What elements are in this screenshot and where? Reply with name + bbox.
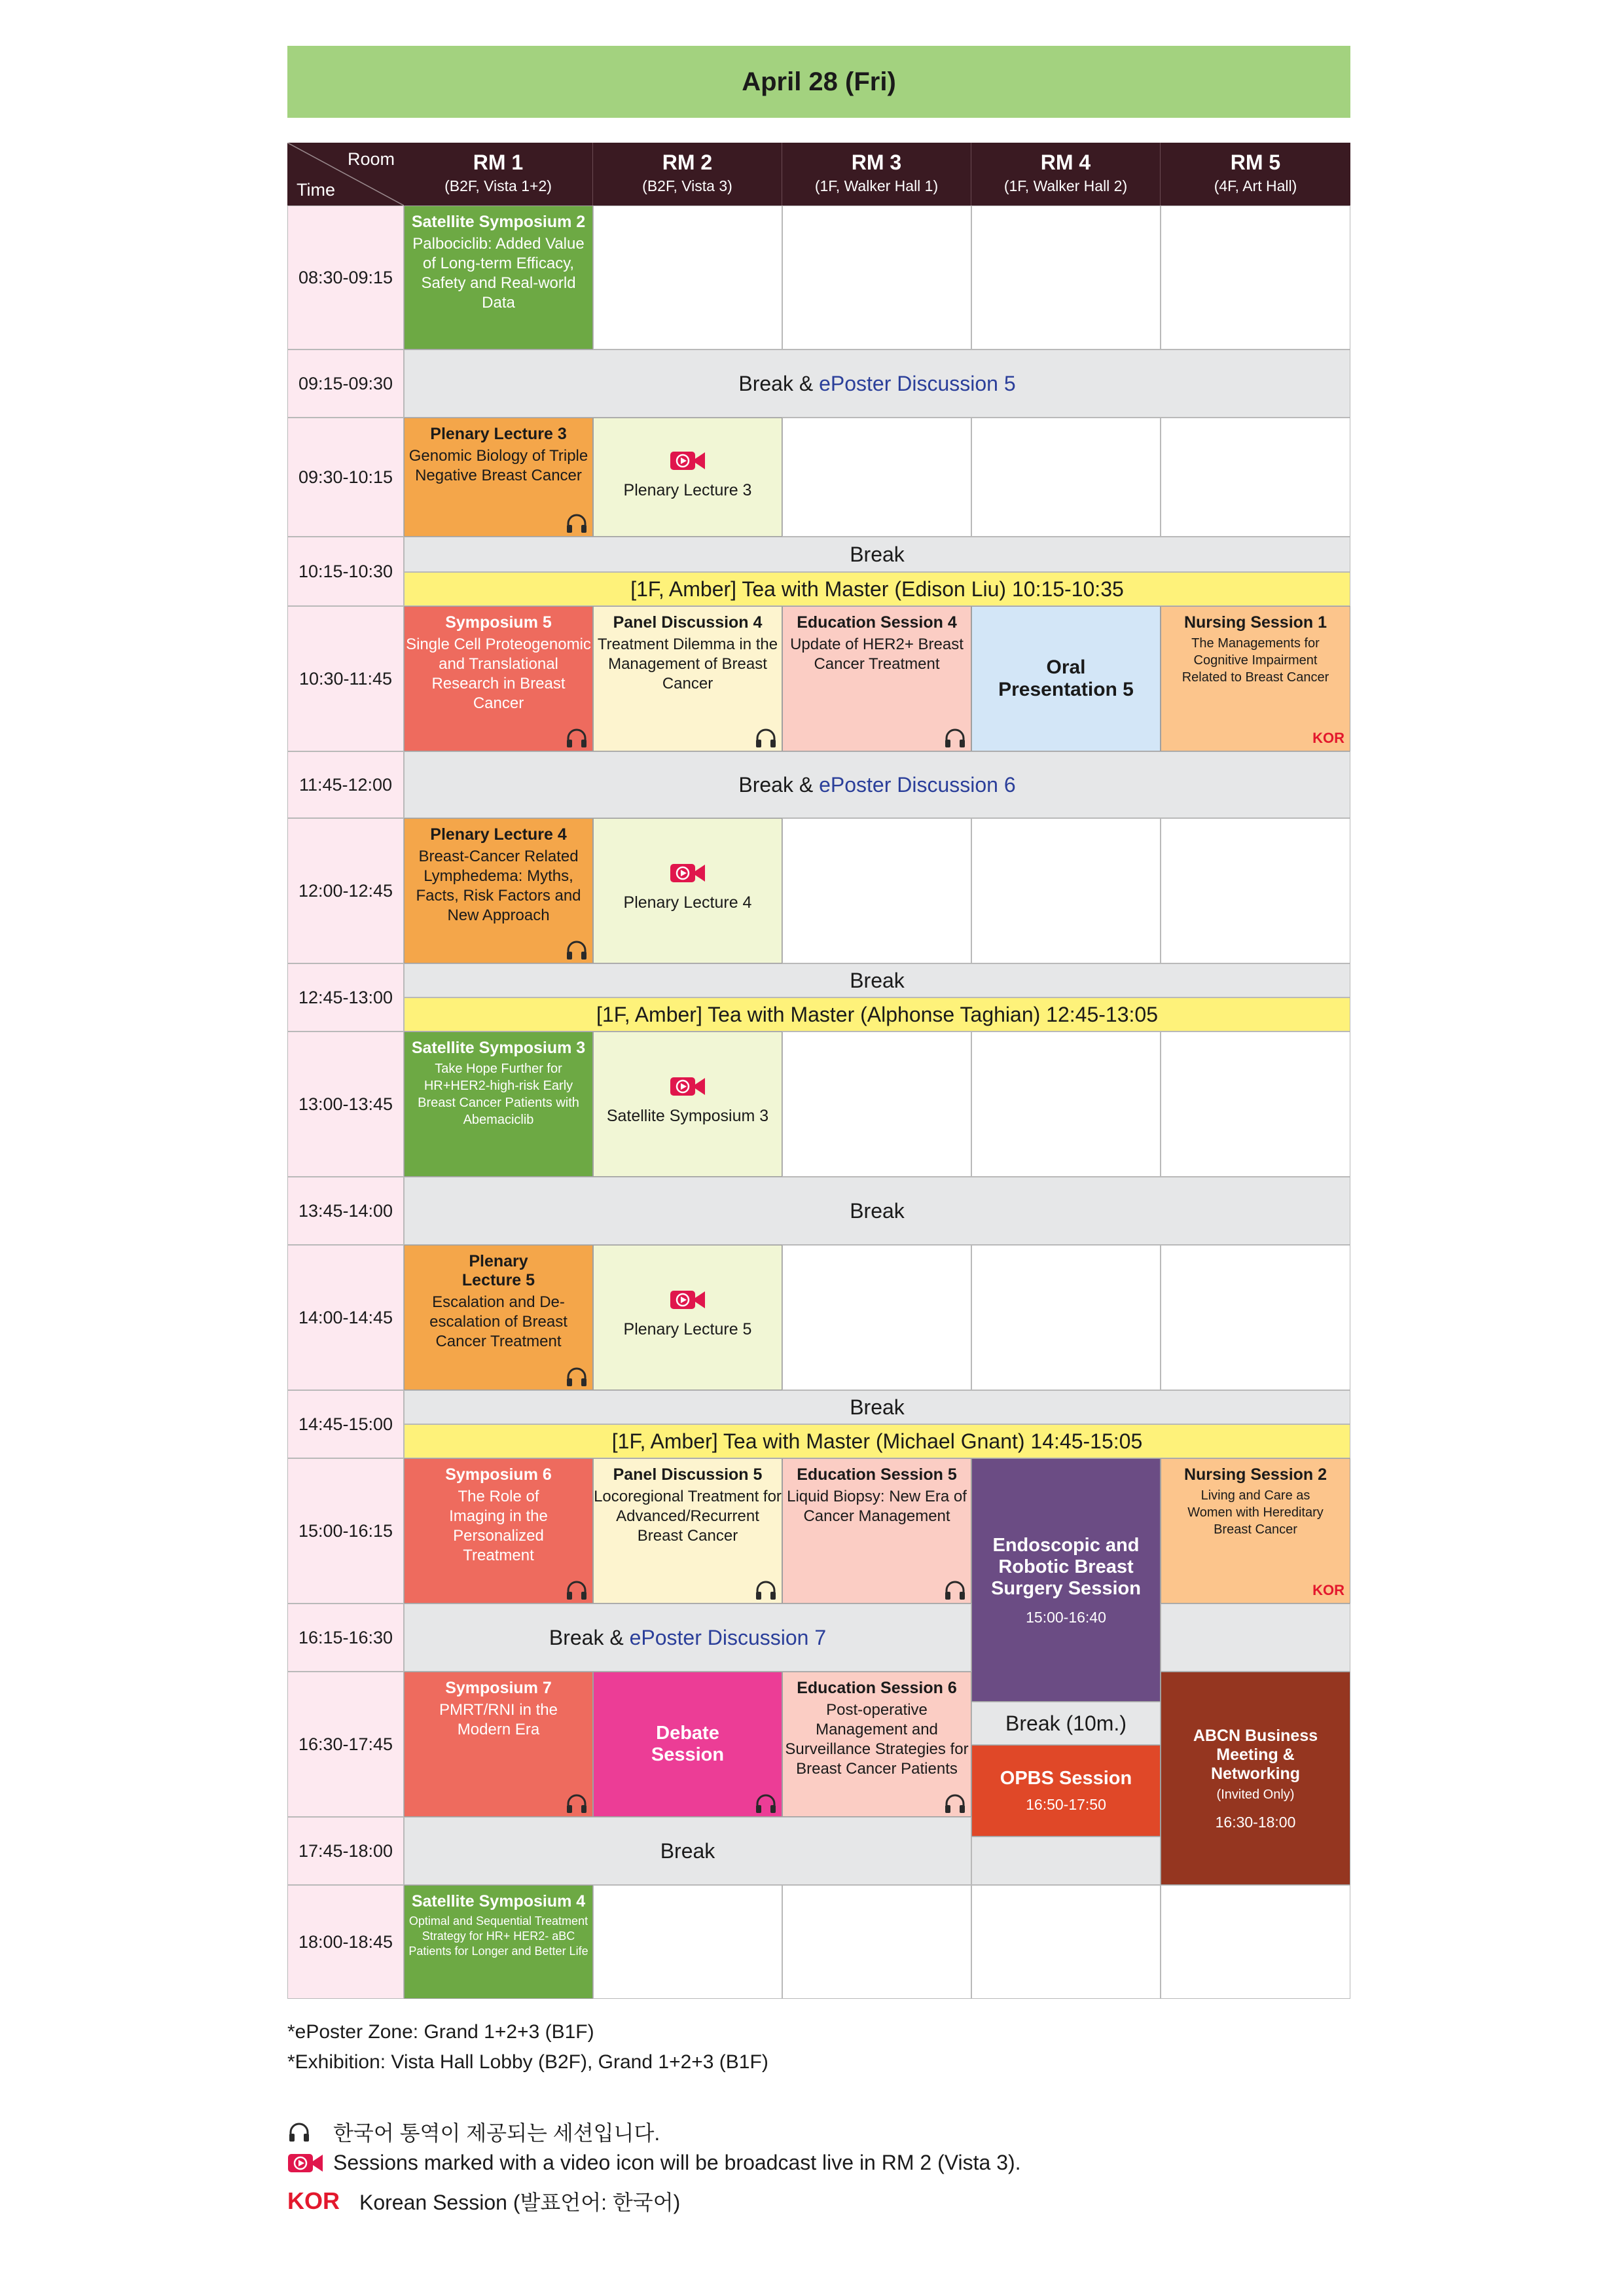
break-eposter-7 xyxy=(404,1604,971,1672)
kor-badge: KOR xyxy=(287,2187,340,2214)
session-satellite-symposium-3[interactable] xyxy=(404,1031,593,1177)
video-camera-icon xyxy=(670,862,706,884)
legend-text: 한국어 통역이 제공되는 세션입니다. xyxy=(333,2121,660,2145)
schedule-grid xyxy=(287,143,1350,1999)
footnotes xyxy=(287,2017,768,2077)
headphone-icon xyxy=(754,727,778,748)
session-title: Symposium 6 xyxy=(445,1465,552,1484)
session-nursing-session-1[interactable] xyxy=(1161,606,1350,751)
session-debate[interactable] xyxy=(593,1672,782,1817)
time-slot: 18:00-18:45 xyxy=(287,1885,404,1999)
live-broadcast-plenary-lecture-3[interactable] xyxy=(593,418,782,537)
room-location: (B2F, Vista 1+2) xyxy=(444,177,552,194)
eposter-zone-note: *ePoster Zone: Grand 1+2+3 (B1F) xyxy=(287,2021,594,2043)
empty-cell xyxy=(971,418,1161,537)
empty-cell xyxy=(782,818,971,963)
break-row: Break xyxy=(404,1177,1350,1245)
session-title: Plenary Lecture 4 xyxy=(430,825,567,844)
empty-cell xyxy=(782,1245,971,1390)
break-cell xyxy=(971,1837,1161,1885)
empty-cell xyxy=(1161,1245,1350,1390)
session-abcn-business-meeting[interactable] xyxy=(1161,1672,1350,1885)
time-slot: 12:00-12:45 xyxy=(287,818,404,963)
legend-headphone xyxy=(287,2117,660,2147)
empty-cell xyxy=(1161,818,1350,963)
corner-header xyxy=(287,143,404,206)
session-opbs[interactable] xyxy=(971,1745,1161,1837)
headphone-icon xyxy=(943,1793,967,1814)
break-row: Break xyxy=(404,1390,1350,1424)
headphone-icon xyxy=(565,1579,588,1600)
room-header-rm3 xyxy=(782,143,971,206)
session-title: Symposium 7 xyxy=(445,1679,552,1697)
empty-cell xyxy=(593,206,782,350)
session-description: Liquid Biopsy: New Era of Cancer Management xyxy=(787,1488,967,1525)
session-plenary-lecture-3[interactable] xyxy=(404,418,593,537)
headphone-icon xyxy=(287,2121,311,2142)
room-name: RM 4 xyxy=(1040,151,1091,174)
time-slot: 12:45-13:00 xyxy=(287,963,404,1031)
headphone-icon xyxy=(943,727,967,748)
session-title: Plenary Lecture 3 xyxy=(430,425,567,443)
break-label: Break & xyxy=(738,772,820,797)
session-description: Genomic Biology of Triple Negative Breast Cancer xyxy=(408,447,588,484)
headphone-icon xyxy=(565,727,588,748)
session-title: Satellite Symposium 3 xyxy=(411,1039,586,1057)
tea-with-master-banner[interactable]: [1F, Amber] Tea with Master (Michael Gnant) 14:45-15:05 xyxy=(404,1424,1350,1458)
room-name: RM 3 xyxy=(851,151,902,174)
empty-cell xyxy=(782,206,971,350)
session-education-session-5[interactable] xyxy=(782,1458,971,1604)
room-location: (1F, Walker Hall 2) xyxy=(1003,177,1128,194)
session-time: 16:30-18:00 xyxy=(1215,1813,1296,1831)
kor-badge: KOR xyxy=(1312,730,1344,746)
session-title: Nursing Session 1 xyxy=(1183,613,1327,632)
headphone-icon xyxy=(943,1579,967,1600)
session-title: Education Session 4 xyxy=(797,613,957,632)
session-panel-discussion-5[interactable] xyxy=(593,1458,782,1604)
room-header-rm5 xyxy=(1161,143,1350,206)
session-symposium-5[interactable] xyxy=(404,606,593,751)
empty-cell xyxy=(782,418,971,537)
session-time: 16:50-17:50 xyxy=(1026,1795,1106,1813)
headphone-icon xyxy=(565,512,588,533)
room-name: RM 5 xyxy=(1230,151,1281,174)
session-description: Living and Care as Women with Hereditary Breast Cancer xyxy=(1187,1488,1324,1537)
session-description: The Role of Imaging in the Personalized Treatment xyxy=(449,1488,548,1564)
time-slot: 13:00-13:45 xyxy=(287,1031,404,1177)
session-title: ABCN Business Meeting & Networking xyxy=(1193,1726,1318,1783)
empty-cell xyxy=(971,1031,1161,1177)
time-slot: 13:45-14:00 xyxy=(287,1177,404,1245)
eposter-link[interactable]: ePoster Discussion 6 xyxy=(819,772,1016,797)
break-10-minutes: Break (10m.) xyxy=(971,1702,1161,1745)
break-label: Break & xyxy=(738,371,820,395)
video-camera-icon xyxy=(670,450,706,472)
session-description: Treatment Dilemma in the Management of Breast Cancer xyxy=(597,636,778,692)
break-eposter-5 xyxy=(404,350,1350,418)
headphone-icon xyxy=(565,939,588,960)
room-location: (1F, Walker Hall 1) xyxy=(814,177,939,194)
tea-with-master-banner[interactable]: [1F, Amber] Tea with Master (Alphonse Taghian) 12:45-13:05 xyxy=(404,997,1350,1031)
session-time: 15:00-16:40 xyxy=(1026,1608,1106,1626)
break-row: Break xyxy=(404,1817,971,1885)
session-description: Optimal and Sequential Treatment Strategy for HR+ HER2- aBC Patients for Longer and Better Life xyxy=(408,1914,588,1958)
empty-cell xyxy=(782,1031,971,1177)
broadcast-label: Plenary Lecture 3 xyxy=(623,481,752,499)
break-label: Break & xyxy=(549,1625,630,1649)
room-location: (4F, Art Hall) xyxy=(1214,177,1297,194)
room-header-rm4 xyxy=(971,143,1161,206)
time-slot: 17:45-18:00 xyxy=(287,1817,404,1885)
session-nursing-session-2[interactable] xyxy=(1161,1458,1350,1604)
session-title: Oral Presentation 5 xyxy=(998,656,1134,700)
video-camera-icon xyxy=(670,1075,706,1098)
room-name: RM 1 xyxy=(473,151,524,174)
session-description: Take Hope Further for HR+HER2-high-risk Early Breast Cancer Patients with Abemaciclib xyxy=(418,1062,579,1127)
empty-cell xyxy=(593,1885,782,1999)
live-broadcast-plenary-lecture-4[interactable] xyxy=(593,818,782,963)
time-slot: 10:30-11:45 xyxy=(287,606,404,751)
empty-cell xyxy=(971,1885,1161,1999)
break-row: Break xyxy=(404,963,1350,997)
room-header-rm2 xyxy=(593,143,782,206)
live-broadcast-satellite-symposium-3[interactable] xyxy=(593,1031,782,1177)
session-description: Update of HER2+ Breast Cancer Treatment xyxy=(790,636,964,673)
exhibition-note: *Exhibition: Vista Hall Lobby (B2F), Grand 1+2+3 (B1F) xyxy=(287,2051,768,2073)
session-title: Education Session 6 xyxy=(797,1679,957,1697)
time-slot: 09:15-09:30 xyxy=(287,350,404,418)
session-title: Satellite Symposium 2 xyxy=(411,213,586,231)
session-description: Locoregional Treatment for Advanced/Recurrent Breast Cancer xyxy=(594,1488,782,1545)
eposter-link[interactable]: ePoster Discussion 7 xyxy=(629,1625,827,1649)
broadcast-label: Satellite Symposium 3 xyxy=(606,1107,769,1125)
time-slot: 10:15-10:30 xyxy=(287,537,404,606)
live-broadcast-plenary-lecture-5[interactable] xyxy=(593,1245,782,1390)
session-title: Satellite Symposium 4 xyxy=(411,1892,586,1910)
session-description: Escalation and De-escalation of Breast Cancer Treatment xyxy=(429,1293,568,1350)
time-axis-label: Time xyxy=(297,180,335,200)
broadcast-label: Plenary Lecture 5 xyxy=(623,1320,752,1338)
session-title: Nursing Session 2 xyxy=(1183,1465,1327,1484)
video-camera-icon xyxy=(670,1289,706,1311)
session-education-session-6[interactable] xyxy=(782,1672,971,1817)
room-header-rm1 xyxy=(404,143,593,206)
time-slot: 09:30-10:15 xyxy=(287,418,404,537)
room-location: (B2F, Vista 3) xyxy=(642,177,732,194)
session-plenary-lecture-5[interactable] xyxy=(404,1245,593,1390)
time-slot: 15:00-16:15 xyxy=(287,1458,404,1604)
empty-cell xyxy=(1161,1885,1350,1999)
empty-cell xyxy=(782,1885,971,1999)
kor-badge: KOR xyxy=(1312,1582,1344,1598)
session-description: The Managements for Cognitive Impairment Related to Breast Cancer xyxy=(1182,636,1329,685)
session-oral-presentation-5[interactable] xyxy=(971,606,1161,751)
headphone-icon xyxy=(565,1793,588,1814)
session-title: Education Session 5 xyxy=(797,1465,957,1484)
session-description: PMRT/RNI in the Modern Era xyxy=(439,1701,558,1738)
session-education-session-4[interactable] xyxy=(782,606,971,751)
room-axis-label: Room xyxy=(347,149,395,169)
session-title: Debate Session xyxy=(651,1723,725,1765)
break-eposter-6 xyxy=(404,751,1350,818)
headphone-icon xyxy=(565,1366,588,1387)
session-title: Symposium 5 xyxy=(445,613,552,632)
broadcast-label: Plenary Lecture 4 xyxy=(623,893,752,912)
date-banner: April 28 (Fri) xyxy=(287,46,1350,118)
session-endoscopic-robotic-surgery[interactable] xyxy=(971,1458,1161,1702)
headphone-icon xyxy=(754,1579,778,1600)
session-satellite-symposium-4[interactable] xyxy=(404,1885,593,1999)
session-note: (Invited Only) xyxy=(1216,1787,1295,1802)
headphone-icon xyxy=(754,1793,778,1814)
tea-with-master-banner[interactable]: [1F, Amber] Tea with Master (Edison Liu) 10:15-10:35 xyxy=(404,572,1350,606)
room-name: RM 2 xyxy=(662,151,713,174)
session-satellite-symposium-2[interactable] xyxy=(404,206,593,350)
time-slot: 08:30-09:15 xyxy=(287,206,404,350)
time-slot: 14:00-14:45 xyxy=(287,1245,404,1390)
empty-cell xyxy=(971,818,1161,963)
time-slot: 16:30-17:45 xyxy=(287,1672,404,1817)
empty-cell xyxy=(971,1245,1161,1390)
session-plenary-lecture-4[interactable] xyxy=(404,818,593,963)
legend-text: Korean Session (발표언어: 한국어) xyxy=(359,2191,681,2214)
session-symposium-7[interactable] xyxy=(404,1672,593,1817)
session-title: Plenary Lecture 5 xyxy=(461,1252,535,1289)
empty-cell xyxy=(971,206,1161,350)
session-title: Panel Discussion 4 xyxy=(613,613,763,632)
empty-cell xyxy=(1161,418,1350,537)
empty-cell xyxy=(1161,1031,1350,1177)
empty-cell xyxy=(1161,206,1350,350)
session-panel-discussion-4[interactable] xyxy=(593,606,782,751)
session-description: Post-operative Management and Surveillance Strategies for Breast Cancer Patients xyxy=(785,1701,969,1778)
time-slot: 14:45-15:00 xyxy=(287,1390,404,1458)
eposter-link[interactable]: ePoster Discussion 5 xyxy=(819,371,1016,395)
legend-video xyxy=(287,2151,1021,2175)
session-description: Single Cell Proteogenomic and Translational Research in Breast Cancer xyxy=(406,636,591,712)
video-camera-icon xyxy=(287,2152,324,2174)
legend-text: Sessions marked with a video icon will be broadcast live in RM 2 (Vista 3). xyxy=(333,2151,1021,2174)
break-cell xyxy=(1161,1604,1350,1672)
session-description: Breast-Cancer Related Lymphedema: Myths, Facts, Risk Factors and New Approach xyxy=(416,848,581,924)
session-title: Endoscopic and Robotic Breast Surgery Session xyxy=(991,1534,1141,1599)
time-slot: 11:45-12:00 xyxy=(287,751,404,818)
session-symposium-6[interactable] xyxy=(404,1458,593,1604)
break-row: Break xyxy=(404,537,1350,572)
legend-kor xyxy=(287,2186,680,2216)
session-title: Panel Discussion 5 xyxy=(613,1465,763,1484)
session-description: Palbociclib: Added Value of Long-term Efficacy, Safety and Real-world Data xyxy=(412,235,585,312)
session-title: OPBS Session xyxy=(1000,1767,1132,1789)
time-slot: 16:15-16:30 xyxy=(287,1604,404,1672)
